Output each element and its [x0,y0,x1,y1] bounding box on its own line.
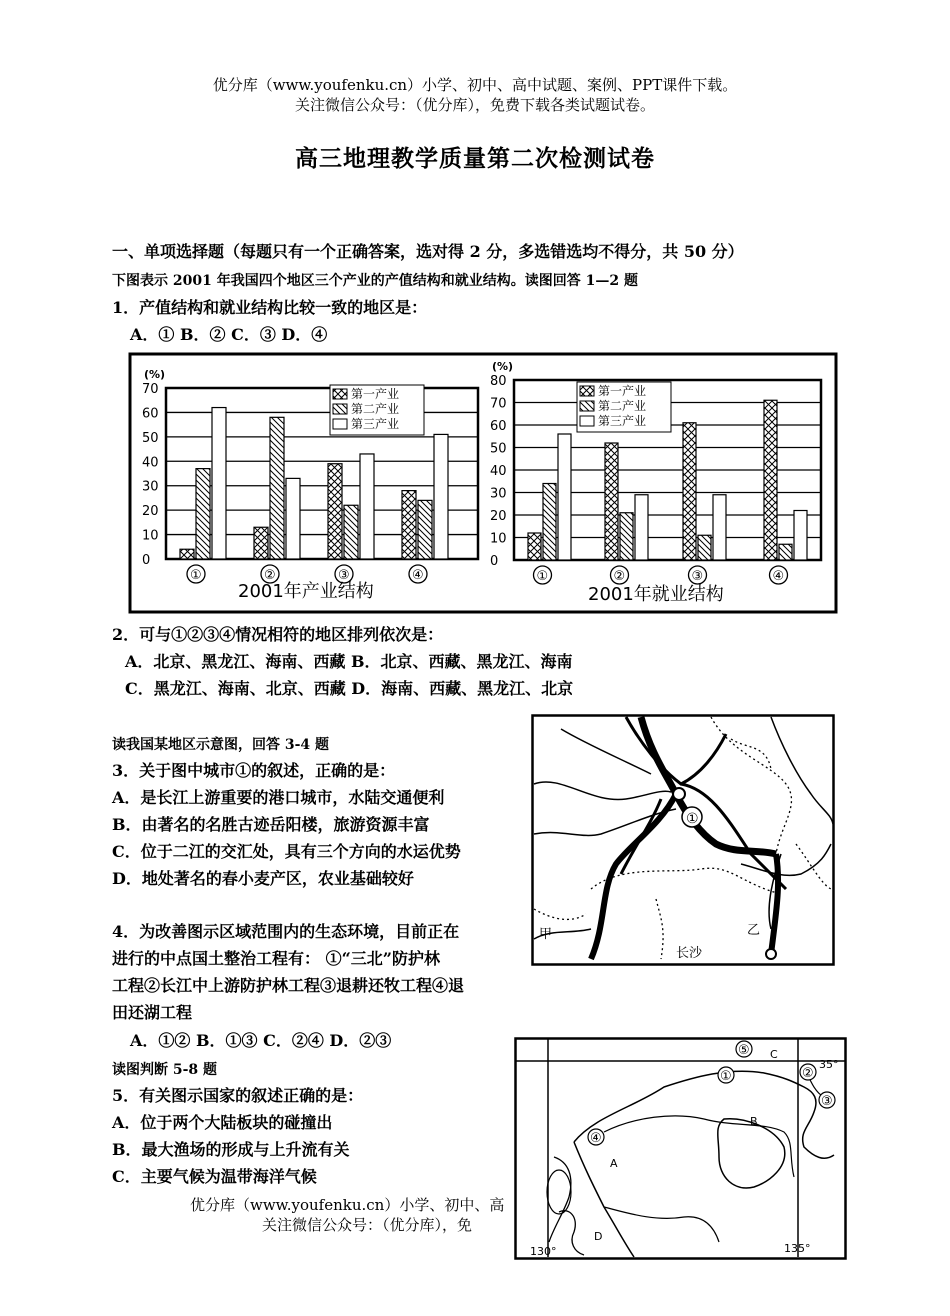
map1-label-yi: 乙 [747,923,761,938]
header-line-1: 优分库（www.youfenku.cn）小学、初中、高中试题、案例、PPT课件下载。 [212,76,738,94]
legend-label: 第三产业 [351,417,400,431]
category-label: ② [264,568,276,583]
y-tick-label: 30 [490,486,507,502]
bar-3-第一产业 [328,464,342,559]
q1-options: A．① B．② C．③ D．④ [130,325,328,344]
legend-label: 第一产业 [598,384,647,398]
q2-options-ab: A．北京、黑龙江、海南、西藏 B．北京、西藏、黑龙江、海南 [125,652,573,671]
bar-1-第一产业 [528,533,541,560]
y-tick-label: 40 [142,455,159,471]
region-map-japan [514,1037,847,1260]
category-label: ① [190,568,202,583]
legend-swatch [580,401,594,411]
map2-label-c: C [770,1048,778,1061]
legend-label: 第一产业 [351,387,400,401]
legend-1 [330,385,424,435]
intro-q1-2: 下图表示 2001 年我国四个地区三个产业的产值结构和就业结构。读图回答 1—2 题 [112,273,638,289]
y-tick-label: 0 [142,553,151,568]
category-label: ② [613,569,626,584]
q5-option-c: C．主要气候为温带海洋气候 [112,1167,317,1186]
q3-option-d: D．地处著名的春小麦产区，农业基础较好 [112,869,414,888]
map1-city-marker: ① [686,811,699,827]
category-label: ③ [691,569,704,584]
map2-lon-130: 130° [530,1245,557,1258]
y-tick-label: 20 [490,509,507,524]
bar-2-第一产业 [605,443,618,560]
map2-lat-35: 35° [819,1058,839,1071]
map2-lon-135: 135° [784,1242,811,1255]
q2-options-cd: C．黑龙江、海南、北京、西藏 D．海南、西藏、黑龙江、北京 [125,679,574,698]
category-label: ① [536,569,549,584]
header-line-2: 关注微信公众号：（优分库），免费下载各类试题试卷。 [294,96,655,114]
bar-2-第二产业 [270,417,284,559]
q4-line-1: 4．为改善图示区域范围内的生态环境，目前正在 [112,922,460,941]
map2-point-1: ① [720,1069,732,1084]
q4-line-2: 进行的中点国土整治工程有： ①“三北”防护林 [112,949,440,968]
y-tick-label: 0 [490,554,499,569]
q3-stem: 3．关于图中城市①的叙述，正确的是： [112,761,396,780]
bar-4-第二产业 [418,500,432,559]
q3-option-a: A．是长江上游重要的港口城市，水陆交通便利 [112,788,445,807]
map2-point-3: ③ [821,1094,833,1109]
legend-swatch [580,386,594,396]
map2-point-2: ② [802,1066,814,1081]
category-label: ④ [772,569,785,584]
category-label: ④ [412,568,424,583]
map2-point-4: ④ [590,1131,602,1146]
legend-swatch [333,404,347,414]
y-tick-label: 70 [490,396,507,412]
bar-3-第一产业 [683,423,696,560]
y-axis-label: (%) [144,368,166,381]
legend-swatch [580,416,594,426]
bar-4-第三产业 [434,434,448,559]
y-tick-label: 60 [490,419,507,434]
bar-3-第三产业 [713,495,726,560]
y-tick-label: 20 [142,504,159,520]
legend-label: 第三产业 [598,414,647,428]
q4-options: A．①② B．①③ C．②④ D．②③ [130,1031,392,1050]
chart-frame [128,352,838,614]
map2-label-a: A [610,1157,618,1170]
q5-option-b: B．最大渔场的形成与上升流有关 [112,1140,350,1159]
bar-1-第二产业 [543,484,556,561]
map1-label-changsha: 长沙 [676,946,703,961]
q1-stem: 1．产值结构和就业结构比较一致的地区是： [112,298,428,317]
legend-label: 第二产业 [598,399,647,413]
bar-4-第一产业 [402,491,416,559]
y-tick-label: 60 [142,406,159,422]
bar-4-第三产业 [794,511,807,561]
bar-1-第二产业 [196,469,210,559]
footer-line-2: 关注微信公众号：（优分库），免 [262,1216,473,1234]
bar-2-第三产业 [286,478,300,559]
y-tick-label: 80 [490,374,507,389]
q3-option-c: C．位于二江的交汇处，具有三个方向的水运优势 [112,842,461,861]
chart-title: 2001年就业结构 [588,584,724,605]
y-tick-label: 50 [490,441,507,457]
q5-option-a: A．位于两个大陆板块的碰撞出 [112,1113,333,1132]
map1-label-jia: 甲 [539,927,553,942]
q4-line-3: 工程②长江中上游防护林工程③退耕还牧工程④退 [112,976,465,995]
bar-3-第三产业 [360,454,374,559]
legend-2 [577,382,671,432]
bar-2-第三产业 [635,495,648,560]
footer-line-1: 优分库（www.youfenku.cn）小学、初中、高 [190,1196,505,1214]
legend-swatch [333,419,347,429]
bar-2-第一产业 [254,527,268,559]
region-map-yangtze [531,714,835,966]
page-title: 高三地理教学质量第二次检测试卷 [295,145,655,172]
category-label: ③ [338,568,350,583]
y-axis-label: (%) [492,360,514,373]
bar-4-第二产业 [779,544,792,560]
legend-swatch [333,389,347,399]
y-tick-label: 10 [142,528,159,544]
bar-1-第三产业 [212,408,226,559]
map2-label-b: B [750,1115,758,1128]
chart-title: 2001年产业结构 [238,581,374,602]
map2-label-d: D [594,1230,603,1243]
y-tick-label: 40 [490,464,507,479]
q5-stem: 5．有关图示国家的叙述正确的是： [112,1086,364,1105]
intro-q3-4: 读我国某地区示意图，回答 3-4 题 [112,737,330,753]
y-tick-label: 70 [142,382,159,397]
bar-1-第一产业 [180,549,194,559]
y-tick-label: 30 [142,479,159,495]
q2-stem: 2．可与①②③④情况相符的地区排列依次是： [112,625,444,644]
bar-1-第三产业 [558,434,571,560]
bar-3-第二产业 [344,505,358,559]
bar-3-第二产业 [698,535,711,560]
intro-q5-8: 读图判断 5-8 题 [112,1062,218,1078]
legend-label: 第二产业 [351,402,400,416]
section-heading: 一、单项选择题（每题只有一个正确答案，选对得 2 分，多选错选均不得分，共 50 分） [112,242,744,261]
bar-2-第二产业 [620,513,633,560]
y-tick-label: 10 [490,531,507,547]
map2-point-5: ⑤ [738,1043,750,1058]
q4-line-4: 田还湖工程 [112,1003,193,1022]
y-tick-label: 50 [142,430,159,446]
q3-option-b: B．由著名的名胜古迹岳阳楼，旅游资源丰富 [112,815,430,834]
bar-4-第一产业 [764,400,777,560]
